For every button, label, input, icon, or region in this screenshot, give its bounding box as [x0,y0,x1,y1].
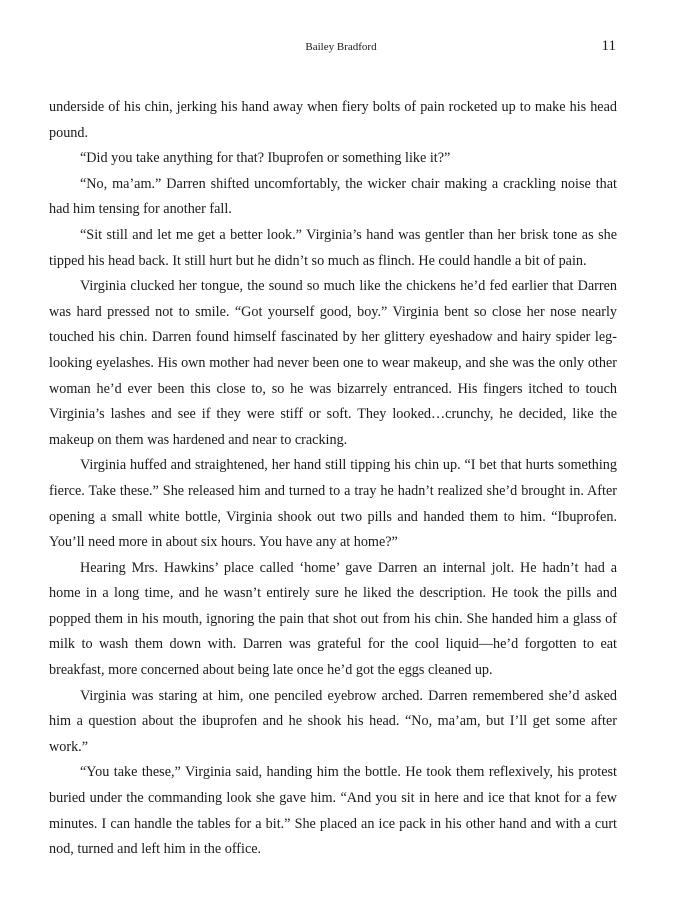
paragraph: “No, ma’am.” Darren shifted uncomfortably, the wicker chair making a crackling noise that had him tensing for another fall. [49,175,617,218]
paragraph: Hearing Mrs. Hawkins’ place called ‘home’ gave Darren an internal jolt. He hadn’t had a home in a long time, and he wasn’t entirely sure he liked the description. He took the pills and popped them in his mouth, ignoring the pain that shot out from his chin. She handed him a glass of milk to wash them down with. Darren was grateful for the cool liquid—he’d forgotten to eat breakfast, more concerned about being late once he’d got the eggs cleaned up. [49,559,617,679]
paragraph: Virginia huffed and straightened, her hand still tipping his chin up. “I bet that hurts something fierce. Take these.” She released him and turned to a tray he hadn’t realized she’d brought in. After opening a small white bottle, Virginia shook out two pills and handed them to him. “Ibuprofen. You’ll need more in about six hours. You have any at home?” [49,457,617,551]
page-header [0,40,682,60]
page-number: 11 [601,38,616,54]
body-text [49,95,617,863]
running-head: Bailey Bradford [305,41,377,53]
paragraph: Virginia was staring at him, one penciled eyebrow arched. Darren remembered she’d asked him a question about the ibuprofen and he shook his head. “No, ma’am, but I’ll get some after work.” [49,687,617,755]
paragraph: Virginia clucked her tongue, the sound so much like the chickens he’d fed earlier that Darren was hard pressed not to smile. “Got yourself good, boy.” Virginia bent so close her nose nearly touched his chin. Darren found himself fascinated by her glittery eyeshadow and hairy spider leg-looking eyelashes. His own mother had never been one to wear makeup, and she was the only other woman he’d ever been this close to, so he was bizarrely entranced. His fingers itched to touch Virginia’s lashes and see if they were stiff or soft. They looked…crunchy, he decided, like the makeup on them was hardened and near to cracking. [49,278,617,448]
paragraph-continued: underside of his chin, jerking his hand away when fiery bolts of pain rocketed up to make his head pound. [49,99,617,141]
paragraph: “Sit still and let me get a better look.” Virginia’s hand was gentler than her brisk tone as she tipped his head back. It still hurt but he didn’t so much as flinch. He could handle a bit of pain. [49,226,617,269]
paragraph: “You take these,” Virginia said, handing him the bottle. He took them reflexively, his protest buried under the commanding look she gave him. “And you sit in here and ice that knot for a few minutes. I can handle the tables for a bit.” She placed an ice pack in his other hand and with a curt nod, turned and left him in the office. [49,764,617,858]
paragraph: “Did you take anything for that? Ibuprofen or something like it?” [80,150,451,167]
